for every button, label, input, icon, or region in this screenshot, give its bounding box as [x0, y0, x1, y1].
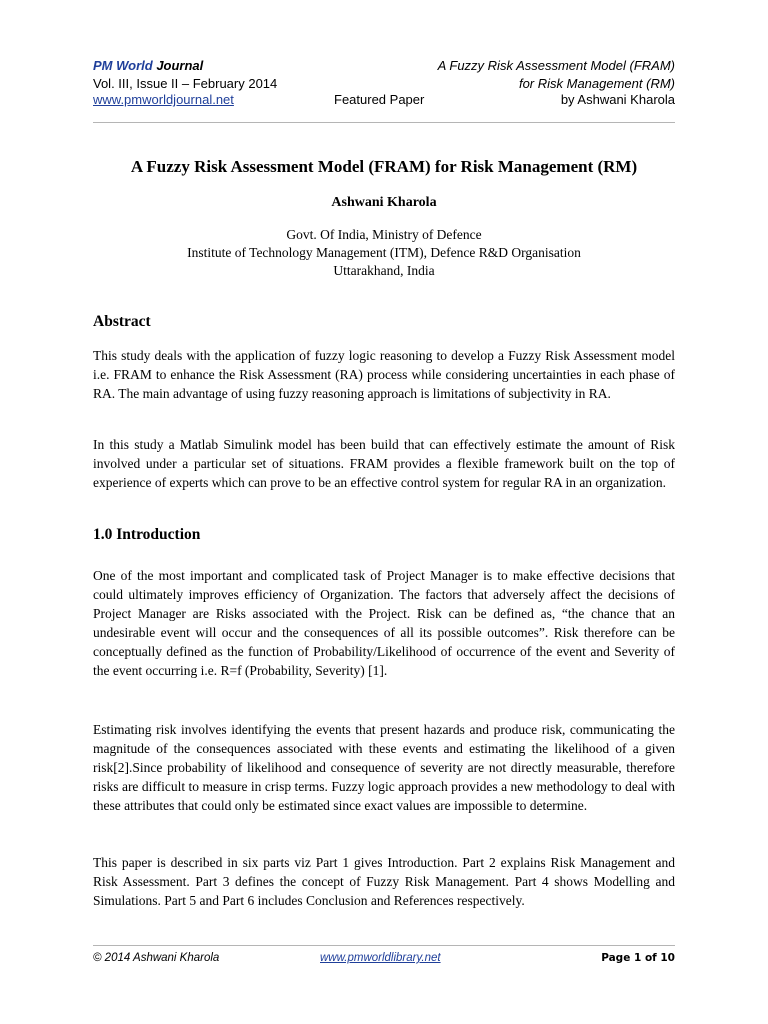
page-number: Page 1 of 10 [601, 952, 675, 964]
journal-website-link[interactable]: www.pmworldjournal.net [93, 92, 234, 107]
introduction-paragraph: This paper is described in six parts viz Part 1 gives Introduction. Part 2 explains Risk Management and Risk Assessment. Part 3 defines the concept of Fuzzy Risk Management. Part 4 shows Modelling and Simulations. Part 5 and Part 6 includes Conclusion and References respectively. [93, 855, 675, 908]
header-title-line1: A Fuzzy Risk Assessment Model (FRAM) [437, 58, 675, 73]
header-divider [93, 122, 675, 123]
header-author: by Ashwani Kharola [560, 92, 675, 107]
abstract-paragraph: In this study a Matlab Simulink model has been build that can effectively estimate the amount of Risk involved under a particular set of situations. FRAM provides a flexible framework built on the top of experience of experts which can prove to be an effective control system for regular RA in an organization. [93, 437, 675, 490]
footer-copyright: © 2014 Ashwani Kharola [93, 952, 220, 964]
header-title-line2: for Risk Management (RM) [518, 76, 675, 91]
footer-library-link[interactable]: www.pmworldlibrary.net [320, 952, 441, 964]
journal-volume: Vol. III, Issue II – February 2014 [93, 76, 278, 91]
author-affiliation [93, 226, 675, 280]
introduction-heading: 1.0 Introduction [93, 526, 201, 543]
abstract-heading: Abstract [93, 313, 151, 330]
introduction-paragraph: One of the most important and complicated task of Project Manager is to make effective decisions that could ultimately improves efficiency of Organization. The factors that adversely affect the decisions of Project Manager are Risks associated with the Project. Risk can be defined as, “the chance that an undesirable event will occur and the consequences of all its possible outcomes”. Risk therefore can be conceptually defined as the function of Probability/Likelihood of occurrence of the event and Severity of the event occurring i.e. R=f (Probability, Severity) [1]. [93, 568, 675, 678]
footer-divider [93, 945, 675, 946]
affiliation-line: Govt. Of India, Ministry of Defence [286, 227, 482, 242]
affiliation-line: Institute of Technology Management (ITM), Defence R&D Organisation [187, 245, 581, 260]
featured-paper-label: Featured Paper [334, 92, 425, 107]
journal-name: PM World Journal [93, 58, 204, 73]
introduction-paragraph: Estimating risk involves identifying the events that present hazards and produce risk, communicating the magnitude of the consequences associated with these events and estimating the likelihood of a given risk[2].Since probability of likelihood and consequence of severity are not directly measurable, therefore risks are difficult to measure in crisp terms. Fuzzy logic approach provides a new methodology to deal with these attributes that could only be estimated since exact values are impossible to determine. [93, 722, 675, 813]
abstract-paragraph: This study deals with the application of fuzzy logic reasoning to develop a Fuzzy Risk Assessment model i.e. FRAM to enhance the Risk Assessment (RA) process while considering uncertainties in each phase of RA. The main advantage of using fuzzy reasoning approach is limitations of subjectivity in RA. [93, 348, 675, 401]
paper-title: A Fuzzy Risk Assessment Model (FRAM) for Risk Management (RM) [130, 157, 638, 176]
page-header [93, 58, 675, 108]
paper-author: Ashwani Kharola [331, 195, 437, 210]
affiliation-line: Uttarakhand, India [333, 263, 435, 278]
